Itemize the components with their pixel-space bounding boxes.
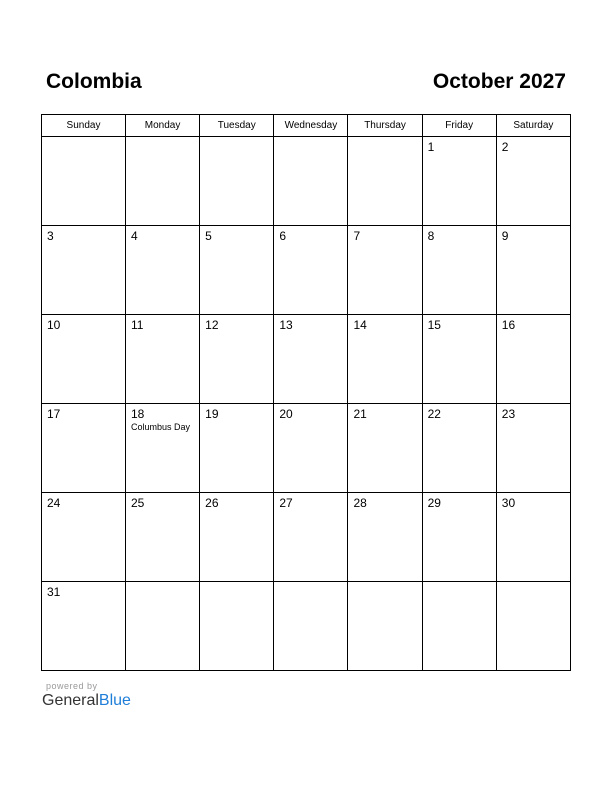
day-number: 4 bbox=[131, 229, 138, 243]
empty-day-cell bbox=[348, 582, 422, 671]
weekday-saturday: Saturday bbox=[496, 115, 570, 137]
day-number: 18 bbox=[131, 407, 145, 421]
day-cell bbox=[200, 226, 274, 315]
country-title: Colombia bbox=[46, 70, 142, 93]
empty-day-cell bbox=[348, 137, 422, 226]
day-cell bbox=[200, 404, 274, 493]
day-number: 27 bbox=[279, 496, 293, 510]
day-number: 5 bbox=[205, 229, 212, 243]
week-row bbox=[42, 582, 571, 671]
powered-by-text: powered by bbox=[46, 681, 98, 691]
month-year-title: October 2027 bbox=[432, 70, 566, 93]
day-cell bbox=[348, 315, 422, 404]
empty-day-cell bbox=[126, 137, 200, 226]
day-cell bbox=[126, 226, 200, 315]
day-cell bbox=[42, 226, 126, 315]
day-cell bbox=[422, 404, 496, 493]
weekday-monday: Monday bbox=[126, 115, 200, 137]
day-number: 12 bbox=[205, 318, 219, 332]
day-cell bbox=[42, 404, 126, 493]
empty-day-cell bbox=[42, 137, 126, 226]
generalblue-branding bbox=[42, 681, 131, 711]
day-number: 20 bbox=[279, 407, 293, 421]
day-number: 16 bbox=[501, 318, 516, 332]
day-number: 24 bbox=[47, 496, 61, 510]
day-number: 2 bbox=[501, 140, 509, 154]
day-cell bbox=[126, 315, 200, 404]
empty-day-cell bbox=[274, 582, 348, 671]
empty-day-cell bbox=[422, 582, 496, 671]
empty-day-cell bbox=[200, 582, 274, 671]
week-row bbox=[42, 226, 571, 315]
generalblue-logo bbox=[42, 691, 131, 711]
day-cell bbox=[422, 226, 496, 315]
week-row bbox=[42, 404, 571, 493]
day-number: 1 bbox=[427, 140, 435, 154]
weekday-thursday: Thursday bbox=[348, 115, 422, 137]
day-cell bbox=[126, 493, 200, 582]
day-number: 28 bbox=[353, 496, 367, 510]
day-cell bbox=[126, 404, 200, 493]
day-cell bbox=[42, 493, 126, 582]
day-cell bbox=[42, 315, 126, 404]
day-cell bbox=[200, 315, 274, 404]
calendar-grid bbox=[41, 114, 571, 671]
calendar-header bbox=[46, 70, 566, 100]
day-cell bbox=[422, 315, 496, 404]
day-cell bbox=[422, 137, 496, 226]
day-number: 17 bbox=[47, 407, 61, 421]
day-number: 6 bbox=[279, 229, 286, 243]
weekday-sunday: Sunday bbox=[42, 115, 126, 137]
weekday-header-row bbox=[42, 115, 571, 137]
day-number: 8 bbox=[427, 229, 435, 243]
day-number: 15 bbox=[427, 318, 441, 332]
day-cell bbox=[42, 582, 126, 671]
day-number: 7 bbox=[353, 229, 361, 243]
day-number: 19 bbox=[205, 407, 219, 421]
weekday-tuesday: Tuesday bbox=[200, 115, 274, 137]
day-number: 29 bbox=[427, 496, 441, 510]
day-number: 25 bbox=[131, 496, 145, 510]
day-number: 21 bbox=[353, 407, 367, 421]
empty-day-cell bbox=[126, 582, 200, 671]
day-cell bbox=[496, 493, 570, 582]
day-cell bbox=[274, 226, 348, 315]
day-number: 10 bbox=[47, 318, 61, 332]
day-number: 31 bbox=[47, 585, 61, 599]
day-number: 3 bbox=[47, 229, 54, 243]
empty-day-cell bbox=[496, 582, 570, 671]
day-cell bbox=[496, 315, 570, 404]
day-number: 22 bbox=[427, 407, 441, 421]
day-cell bbox=[496, 137, 570, 226]
logo-blue: Blue bbox=[98, 692, 131, 709]
holiday-label: Columbus Day bbox=[131, 422, 191, 432]
day-cell bbox=[348, 404, 422, 493]
day-cell bbox=[496, 226, 570, 315]
day-number: 23 bbox=[501, 407, 516, 421]
logo-general: General bbox=[42, 692, 99, 709]
day-number: 9 bbox=[501, 229, 509, 243]
day-cell bbox=[348, 226, 422, 315]
week-row bbox=[42, 137, 571, 226]
day-number: 14 bbox=[353, 318, 367, 332]
day-cell bbox=[274, 315, 348, 404]
week-row bbox=[42, 493, 571, 582]
day-cell bbox=[274, 493, 348, 582]
empty-day-cell bbox=[274, 137, 348, 226]
week-row bbox=[42, 315, 571, 404]
day-number: 30 bbox=[501, 496, 516, 510]
weekday-wednesday: Wednesday bbox=[274, 115, 348, 137]
empty-day-cell bbox=[200, 137, 274, 226]
day-number: 26 bbox=[205, 496, 219, 510]
weekday-friday: Friday bbox=[422, 115, 496, 137]
day-cell bbox=[274, 404, 348, 493]
day-cell bbox=[200, 493, 274, 582]
day-number: 13 bbox=[279, 318, 293, 332]
day-cell bbox=[496, 404, 570, 493]
day-cell bbox=[348, 493, 422, 582]
day-number: 11 bbox=[131, 318, 144, 332]
day-cell bbox=[422, 493, 496, 582]
